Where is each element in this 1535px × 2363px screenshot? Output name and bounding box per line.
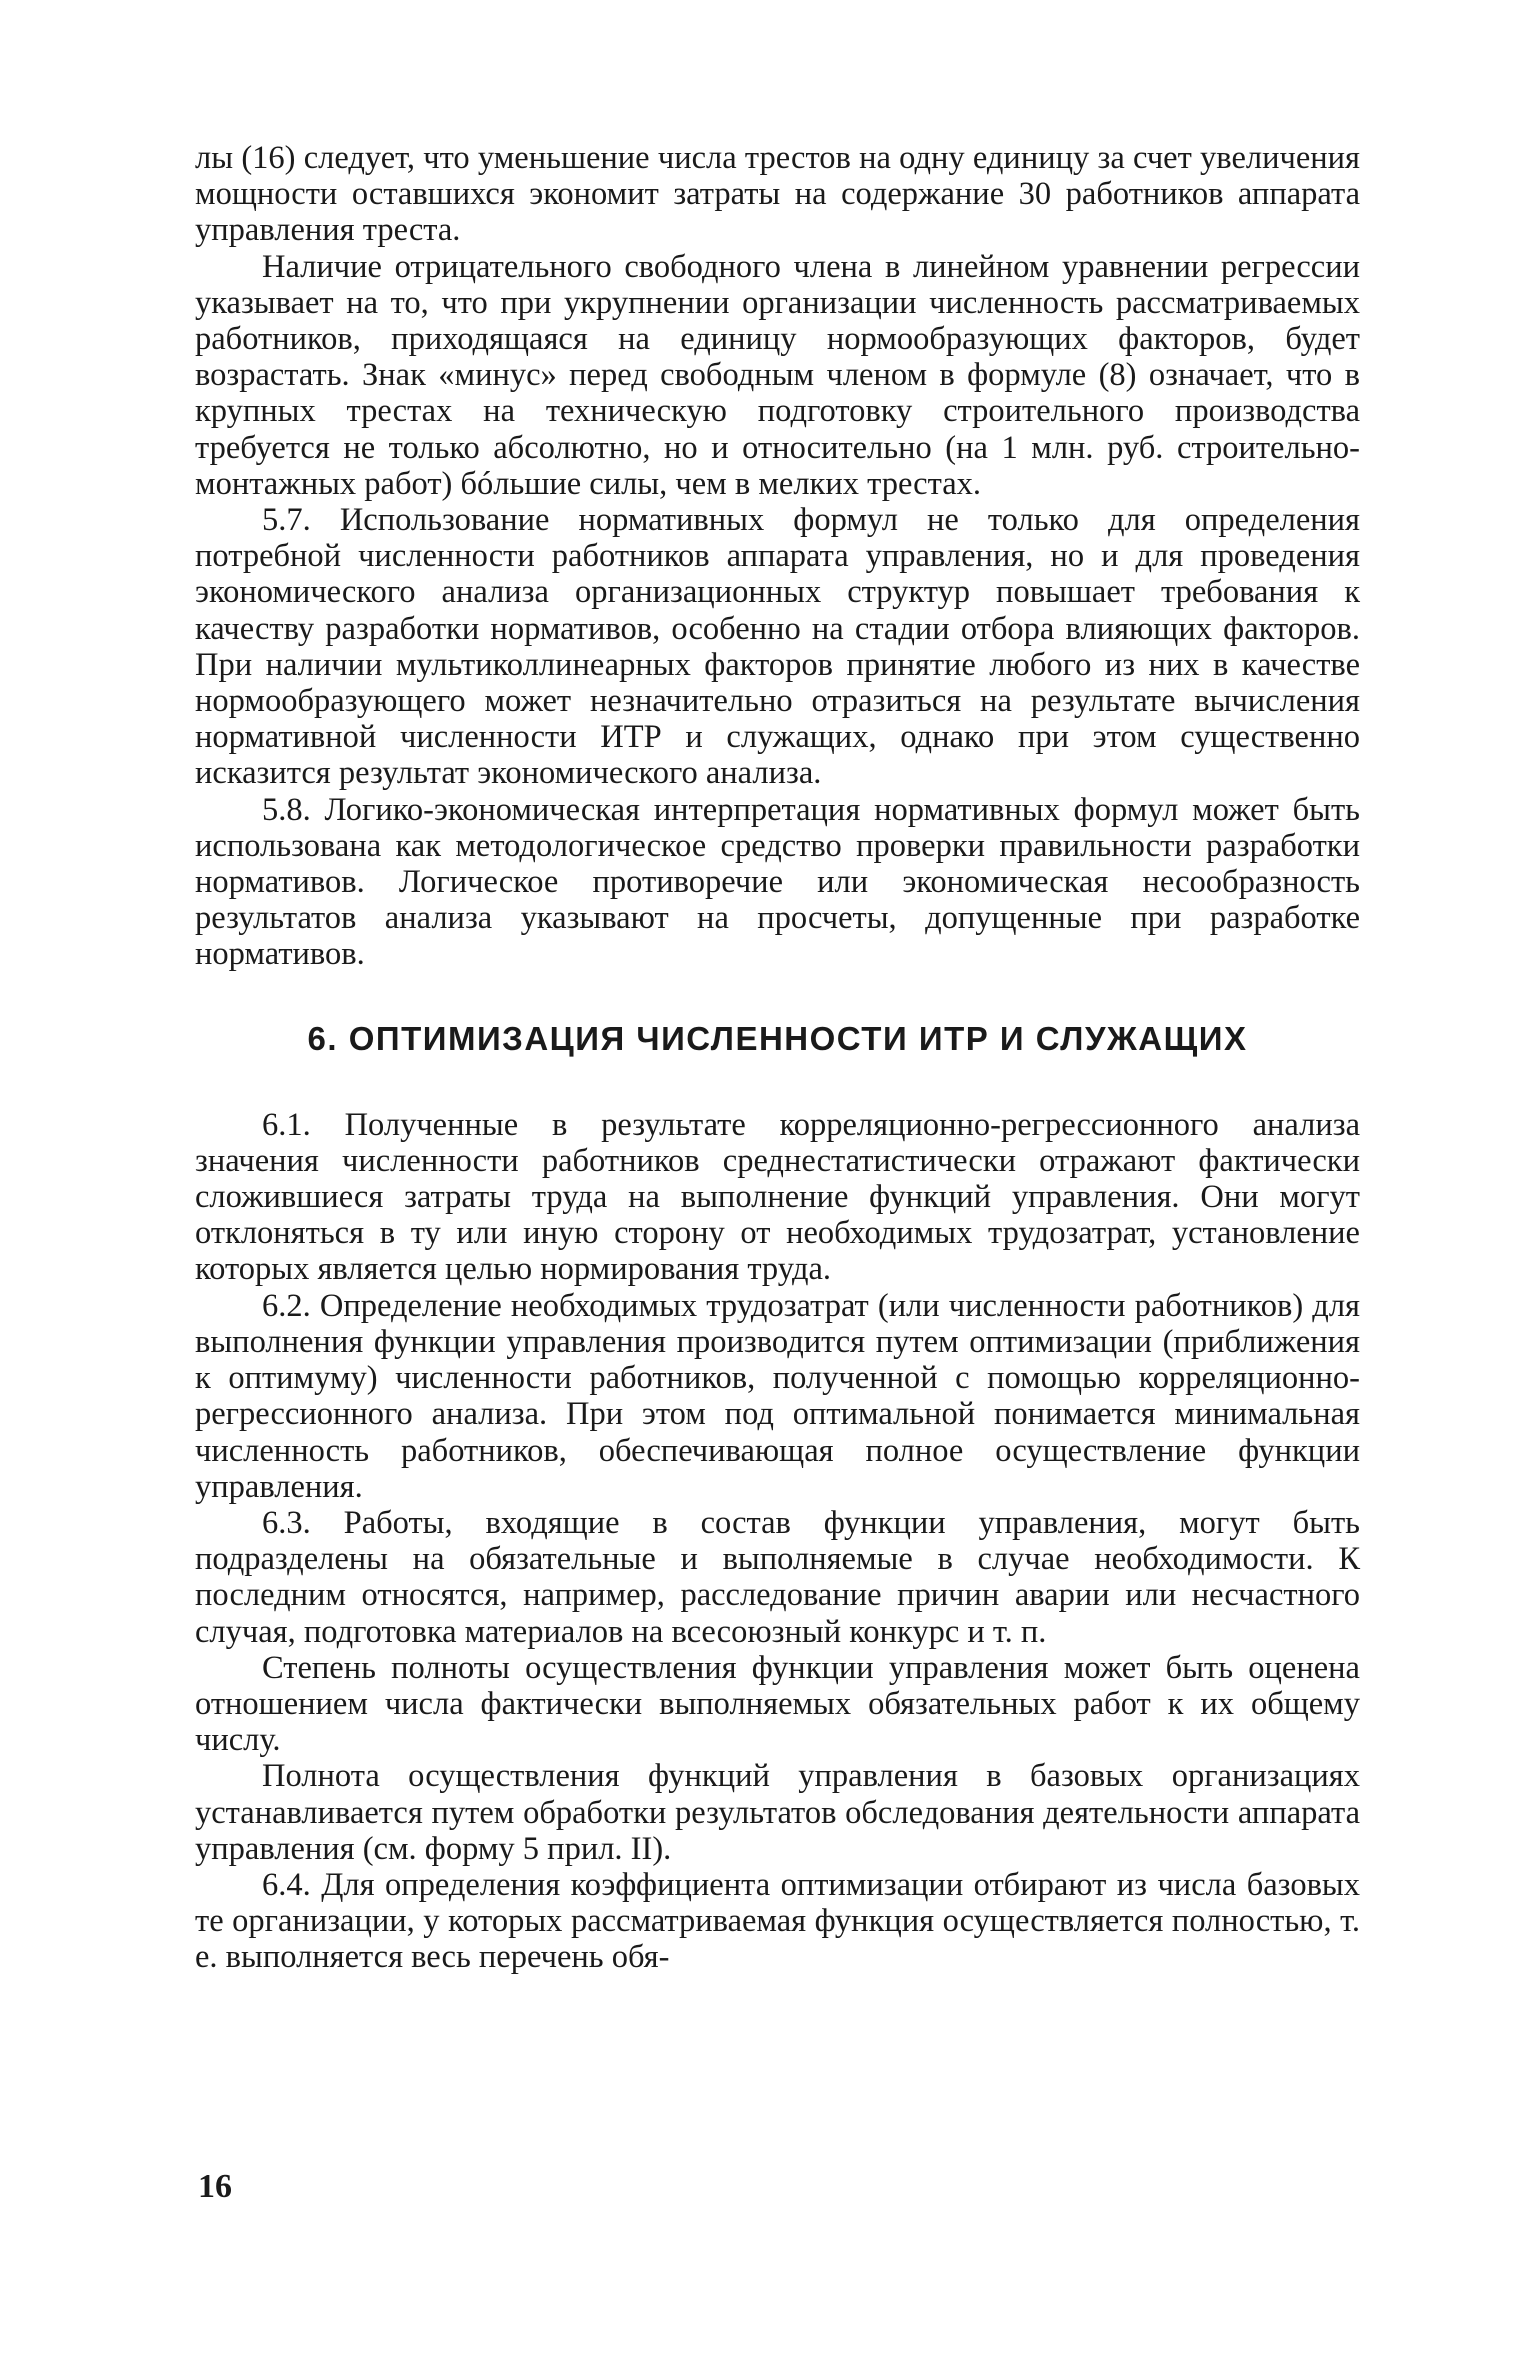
paragraph-5-7: 5.7. Использование нормативных формул не только для определения потребной численности работников аппарата управления, но и для проведения экономического анализа организационных структур повышает требования к качеству разработки нормативов, особенно на стадии отбора влияющих факторов. При наличии мультиколлинеарных факторов принятие любого из них в качестве нормообразующего может незначительно отразиться на результате вычисления нормативной численности ИТР и служащих, однако при этом существенно исказится результат экономического анализа. <box>195 502 1360 792</box>
paragraph-completeness-degree: Степень полноты осуществления функции управления может быть оценена отношением числа фактически выполняемых обязательных работ к их общему числу. <box>195 1649 1360 1759</box>
section-heading: 6. ОПТИМИЗАЦИЯ ЧИСЛЕННОСТИ ИТР И СЛУЖАЩИХ <box>307 1019 1248 1057</box>
paragraph-free-term: Наличие отрицательного свободного члена в линейном уравнении регрессии указывает на то, что при укрупнении организации численность рассматриваемых работников, приходящаяся на единицу нормообразующих факторов, будет возрастать. Знак «минус» перед свободным членом в формуле (8) означает, что в крупных трестах на техническую подготовку строительного производства требуется не только абсолютно, но и относительно (на 1 млн. руб. строительно-монтажных работ) бóльшие силы, чем в мелких трестах. <box>195 248 1360 502</box>
paragraph-5-8: 5.8. Логико-экономическая интерпретация нормативных формул может быть использована как методологическое средство проверки правильности разработки нормативов. Логическое противоречие или экономическая несообразность результатов анализа указывают на просчеты, допущенные при разработке нормативов. <box>195 791 1360 973</box>
paragraph-6-2: 6.2. Определение необходимых трудозатрат (или численности работников) для выполнения функции управления производится путем оптимизации (приближения к оптимуму) численности работников, полученной с помощью корреляционно-регрессионного анализа. При этом под оптимальной понимается минимальная численность работников, обеспечивающая полное осуществление функции управления. <box>195 1287 1360 1505</box>
page-body <box>195 140 1360 1976</box>
paragraph-completeness-base: Полнота осуществления функций управления в базовых организациях устанавливается путем обработки результатов обследования деятельности аппарата управления (см. форму 5 прил. II). <box>195 1758 1360 1867</box>
paragraph-6-1: 6.1. Полученные в результате корреляционно-регрессионного анализа значения численности работников среднестатистически отражают фактически сложившиеся затраты труда на выполнение функций управления. Они могут отклоняться в ту или иную сторону от необходимых трудозатрат, установление которых является целью нормирования труда. <box>195 1106 1360 1288</box>
paragraph-6-3: 6.3. Работы, входящие в состав функции управления, могут быть подразделены на обязательные и выполняемые в случае необходимости. К последним относятся, например, расследование причин аварии или несчастного случая, подготовка материалов на всесоюзный конкурс и т. п. <box>195 1504 1360 1650</box>
paragraph-continuation: лы (16) следует, что уменьшение числа трестов на одну единицу за счет увеличения мощности оставшихся экономит затраты на содержание 30 работников аппарата управления треста. <box>195 140 1360 249</box>
page-number: 16 <box>198 2168 232 2205</box>
paragraph-6-4: 6.4. Для определения коэффициента оптимизации отбирают из числа базовых те организации, у которых рассматриваемая функция осуществляется полностью, т. е. выполняется весь перечень обя- <box>195 1866 1360 1976</box>
